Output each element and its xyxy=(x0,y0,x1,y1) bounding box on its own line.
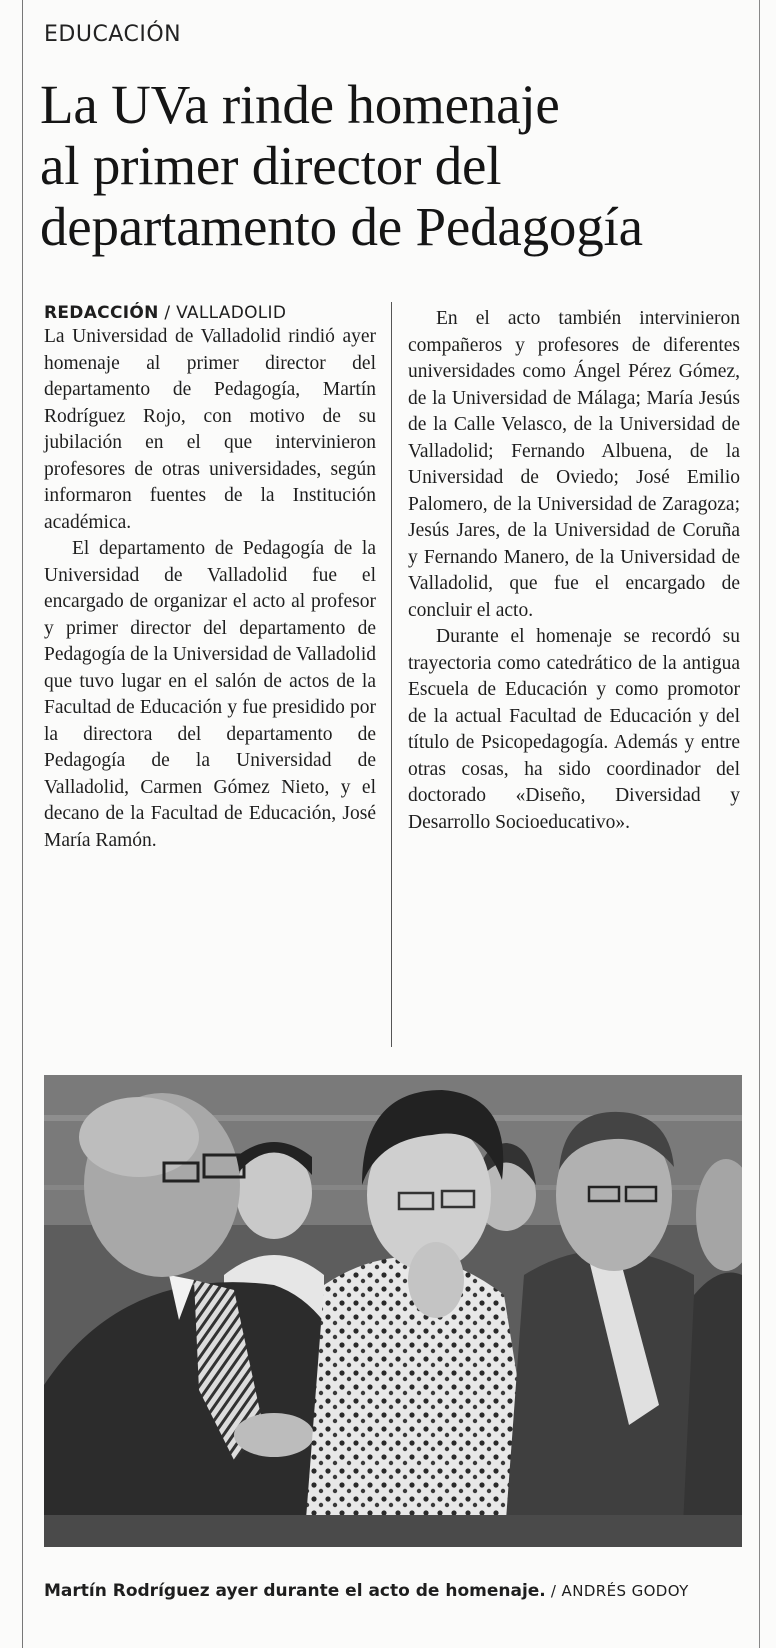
byline-separator: / xyxy=(158,303,177,323)
article-column-left xyxy=(44,302,376,854)
news-photo xyxy=(44,1075,742,1547)
byline xyxy=(44,302,376,324)
page-margin-rule xyxy=(22,0,23,1648)
column-divider xyxy=(391,302,392,1047)
caption-text: Martín Rodríguez ayer durante el acto de homenaje. xyxy=(44,1581,546,1601)
paragraph: El departamento de Pedagogía de la Universidad de Valladolid fue el encargado de organizar el acto al profesor y primer director del departamento de Pedagogía de la Universidad de Valladolid que tuvo lugar en el salón de actos de la Facultad de Educación y fue presidido por la directora del departamento de Pedagogía de la Universidad de Valladolid, Carmen Gómez Nieto, y el decano de la Facultad de Educación, José María Ramón. xyxy=(44,538,376,851)
photo-credit: / ANDRÉS GODOY xyxy=(545,1582,689,1600)
page-edge-rule xyxy=(759,0,760,1648)
headline: La UVa rinde homenaje al primer director del departamento de Pedagogía xyxy=(40,74,643,257)
article-column-right xyxy=(408,306,740,836)
paragraph: Durante el homenaje se recordó su trayectoria como catedrático de la antigua Escuela de Educación y como promotor de la actual Facultad de Educación y del título de Psicopedagogía. Además y entre otras cosas, ha sido coordinador del doctorado «Diseño, Diversidad y Desarrollo Socioeducativo». xyxy=(408,626,740,833)
photo-caption xyxy=(44,1580,754,1602)
paragraph: La Universidad de Valladolid rindió ayer homenaje al primer director del departamento de Pedagogía, Martín Rodríguez Rojo, con motivo de su jubilación en el que intervinieron profesores de otras universidades, según informaron fuentes de la Institución académica. xyxy=(44,326,376,533)
byline-location: VALLADOLID xyxy=(176,303,287,323)
paragraph: En el acto también intervinieron compañeros y profesores de diferentes universidades como Ángel Pérez Gómez, de la Universidad de Málaga; María Jesús de la Calle Velasco, de la Universidad de Valladolid; Fernando Albuena, de la Universidad de Oviedo; José Emilio Palomero, de la Universidad de Zaragoza; Jesús Jares, de la Universidad de Coruña y Fernando Manero, de la Universidad de Valladolid, que fue el encargado de concluir el acto. xyxy=(408,308,740,621)
section-label: EDUCACIÓN xyxy=(44,22,182,47)
byline-author: REDACCIÓN xyxy=(44,303,159,323)
